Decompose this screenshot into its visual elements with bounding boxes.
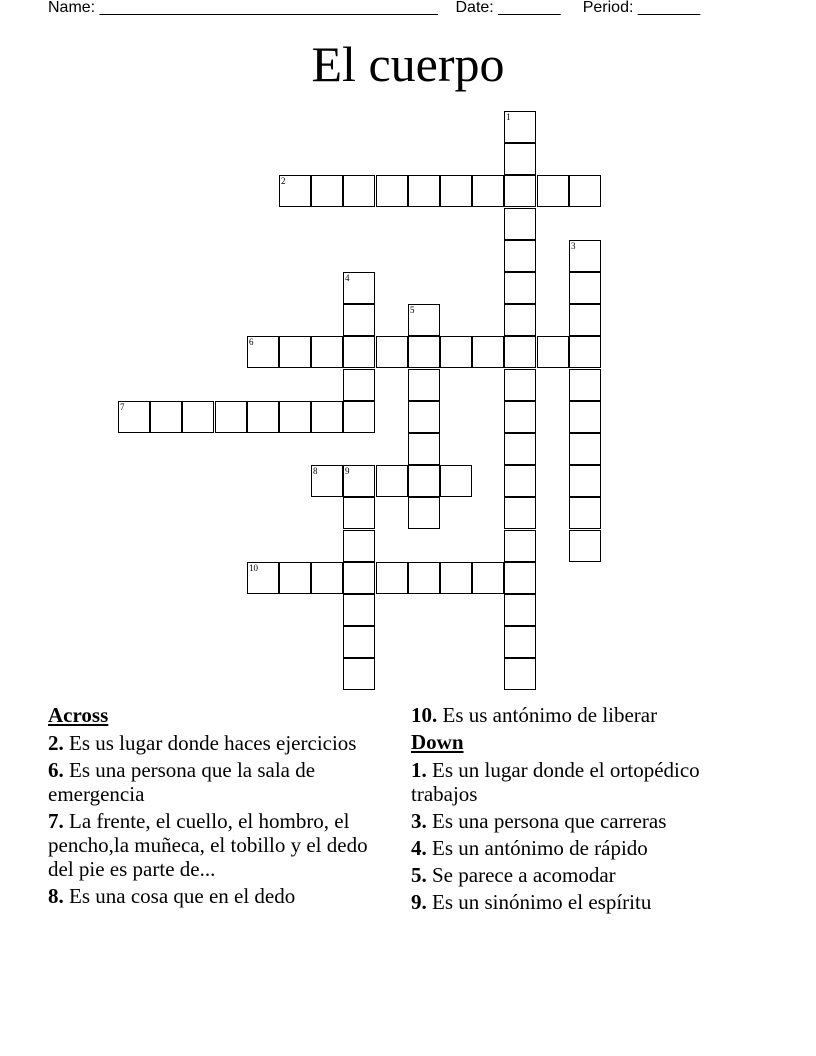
down-clue xyxy=(411,758,741,806)
crossword-cell[interactable] xyxy=(182,401,214,433)
crossword-cell[interactable] xyxy=(504,530,536,562)
crossword-cell[interactable] xyxy=(408,465,440,497)
down-clue xyxy=(411,863,741,887)
crossword-cell[interactable] xyxy=(408,369,440,401)
crossword-cell[interactable] xyxy=(408,336,440,368)
crossword-cell[interactable] xyxy=(343,658,375,690)
clue-number: 4. xyxy=(411,836,427,860)
crossword-cell[interactable] xyxy=(343,594,375,626)
crossword-cell[interactable] xyxy=(504,175,536,207)
period-field[interactable]: Period: _______ xyxy=(582,0,701,16)
crossword-cell[interactable] xyxy=(537,336,569,368)
clue-number-label: 1 xyxy=(506,112,511,122)
crossword-cell[interactable] xyxy=(343,175,375,207)
crossword-cell[interactable] xyxy=(569,433,601,465)
clue-text: Es una cosa que en el dedo xyxy=(69,884,296,908)
clue-number: 8. xyxy=(48,884,64,908)
clue-number-label: 5 xyxy=(410,305,415,315)
crossword-cell[interactable] xyxy=(376,465,408,497)
name-field[interactable]: Name: ______________________________________ xyxy=(48,0,438,16)
crossword-cell[interactable] xyxy=(504,304,536,336)
clue-number: 1. xyxy=(411,758,427,782)
clue-text: Es una persona que la sala de emergencia xyxy=(48,758,316,806)
crossword-cell[interactable] xyxy=(150,401,182,433)
clue-number: 6. xyxy=(48,758,64,782)
crossword-cell[interactable] xyxy=(504,658,536,690)
clue-number: 9. xyxy=(411,890,427,914)
crossword-cell[interactable] xyxy=(376,336,408,368)
down-clue xyxy=(411,890,741,914)
down-heading: Down xyxy=(411,730,464,754)
crossword-cell[interactable] xyxy=(279,336,311,368)
crossword-cell[interactable] xyxy=(408,497,440,529)
clue-text: Se parece a acomodar xyxy=(432,863,616,887)
across-heading: Across xyxy=(48,703,109,727)
clue-number: 7. xyxy=(48,809,64,833)
crossword-cell[interactable] xyxy=(408,175,440,207)
crossword-cell[interactable] xyxy=(569,336,601,368)
clue-number: 5. xyxy=(411,863,427,887)
down-clue xyxy=(411,809,741,833)
across-clue xyxy=(48,731,378,755)
crossword-cell[interactable] xyxy=(343,626,375,658)
crossword-cell[interactable] xyxy=(504,240,536,272)
crossword-cell[interactable] xyxy=(569,175,601,207)
crossword-cell[interactable] xyxy=(343,530,375,562)
crossword-cell[interactable] xyxy=(440,336,472,368)
crossword-cell[interactable] xyxy=(504,369,536,401)
crossword-cell[interactable] xyxy=(408,562,440,594)
crossword-cell[interactable] xyxy=(504,208,536,240)
clue-number-label: 9 xyxy=(345,466,350,476)
crossword-cell[interactable] xyxy=(247,401,279,433)
clue-number-label: 4 xyxy=(345,273,350,283)
crossword-cell[interactable] xyxy=(311,401,343,433)
clue-number-label: 3 xyxy=(571,241,576,251)
crossword-cell[interactable] xyxy=(279,401,311,433)
clue-column-right xyxy=(411,703,741,917)
crossword-cell[interactable] xyxy=(569,497,601,529)
crossword-cell[interactable] xyxy=(569,369,601,401)
crossword-cell[interactable] xyxy=(504,272,536,304)
clue-number: 10. xyxy=(411,703,438,727)
clue-number: 3. xyxy=(411,809,427,833)
crossword-cell[interactable] xyxy=(343,497,375,529)
date-field[interactable]: Date: _______ xyxy=(455,0,561,16)
crossword-cell[interactable] xyxy=(408,401,440,433)
clue-text: Es un sinónimo el espíritu xyxy=(432,890,652,914)
across-clue xyxy=(48,884,378,908)
crossword-cell[interactable] xyxy=(504,594,536,626)
crossword-cell[interactable] xyxy=(343,401,375,433)
down-clue xyxy=(411,836,741,860)
crossword-cell[interactable] xyxy=(343,304,375,336)
crossword-cell[interactable] xyxy=(343,336,375,368)
clue-number-label: 7 xyxy=(120,402,125,412)
crossword-cell[interactable] xyxy=(343,562,375,594)
clue-number-label: 8 xyxy=(313,466,318,476)
crossword-cell[interactable] xyxy=(376,562,408,594)
crossword-cell[interactable] xyxy=(504,143,536,175)
clue-text: Es un antónimo de rápido xyxy=(432,836,648,860)
clue-column-left xyxy=(48,703,378,911)
crossword-cell[interactable] xyxy=(504,433,536,465)
crossword-cell[interactable] xyxy=(472,562,504,594)
crossword-cell[interactable] xyxy=(408,433,440,465)
crossword-cell[interactable] xyxy=(569,304,601,336)
crossword-cell[interactable] xyxy=(504,401,536,433)
crossword-cell[interactable] xyxy=(569,401,601,433)
crossword-cell[interactable] xyxy=(376,175,408,207)
clue-number-label: 2 xyxy=(281,176,286,186)
across-clue xyxy=(48,809,378,881)
crossword-cell[interactable] xyxy=(569,530,601,562)
crossword-cell[interactable] xyxy=(311,562,343,594)
crossword-cell[interactable] xyxy=(440,465,472,497)
crossword-cell[interactable] xyxy=(311,336,343,368)
crossword-cell[interactable] xyxy=(472,175,504,207)
clue-number-label: 10 xyxy=(249,563,258,573)
across-clue xyxy=(411,703,741,727)
crossword-cell[interactable] xyxy=(569,465,601,497)
clue-text: Es una persona que carreras xyxy=(432,809,667,833)
clue-text: Es us lugar donde haces ejercicios xyxy=(69,731,357,755)
crossword-cell[interactable] xyxy=(472,336,504,368)
crossword-cell[interactable] xyxy=(504,497,536,529)
page-title: El cuerpo xyxy=(311,36,505,92)
clue-text: Es un lugar donde el ortopédico trabajos xyxy=(411,758,700,806)
crossword-cell[interactable] xyxy=(569,272,601,304)
crossword-cell[interactable] xyxy=(504,562,536,594)
across-clue xyxy=(48,758,378,806)
clue-number-label: 6 xyxy=(249,337,254,347)
crossword-cell[interactable] xyxy=(504,626,536,658)
crossword-cell[interactable] xyxy=(504,336,536,368)
crossword-cell[interactable] xyxy=(504,465,536,497)
clue-text: Es us antónimo de liberar xyxy=(442,703,658,727)
crossword-cell[interactable] xyxy=(537,175,569,207)
crossword-cell[interactable] xyxy=(279,562,311,594)
crossword-cell[interactable] xyxy=(343,369,375,401)
crossword-cell[interactable] xyxy=(311,175,343,207)
clue-text: La frente, el cuello, el hombro, el pencho,la muñeca, el tobillo y el dedo del pie es parte de... xyxy=(48,809,368,881)
crossword-cell[interactable] xyxy=(440,175,472,207)
crossword-cell[interactable] xyxy=(215,401,247,433)
crossword-cell[interactable] xyxy=(440,562,472,594)
clue-number: 2. xyxy=(48,731,64,755)
